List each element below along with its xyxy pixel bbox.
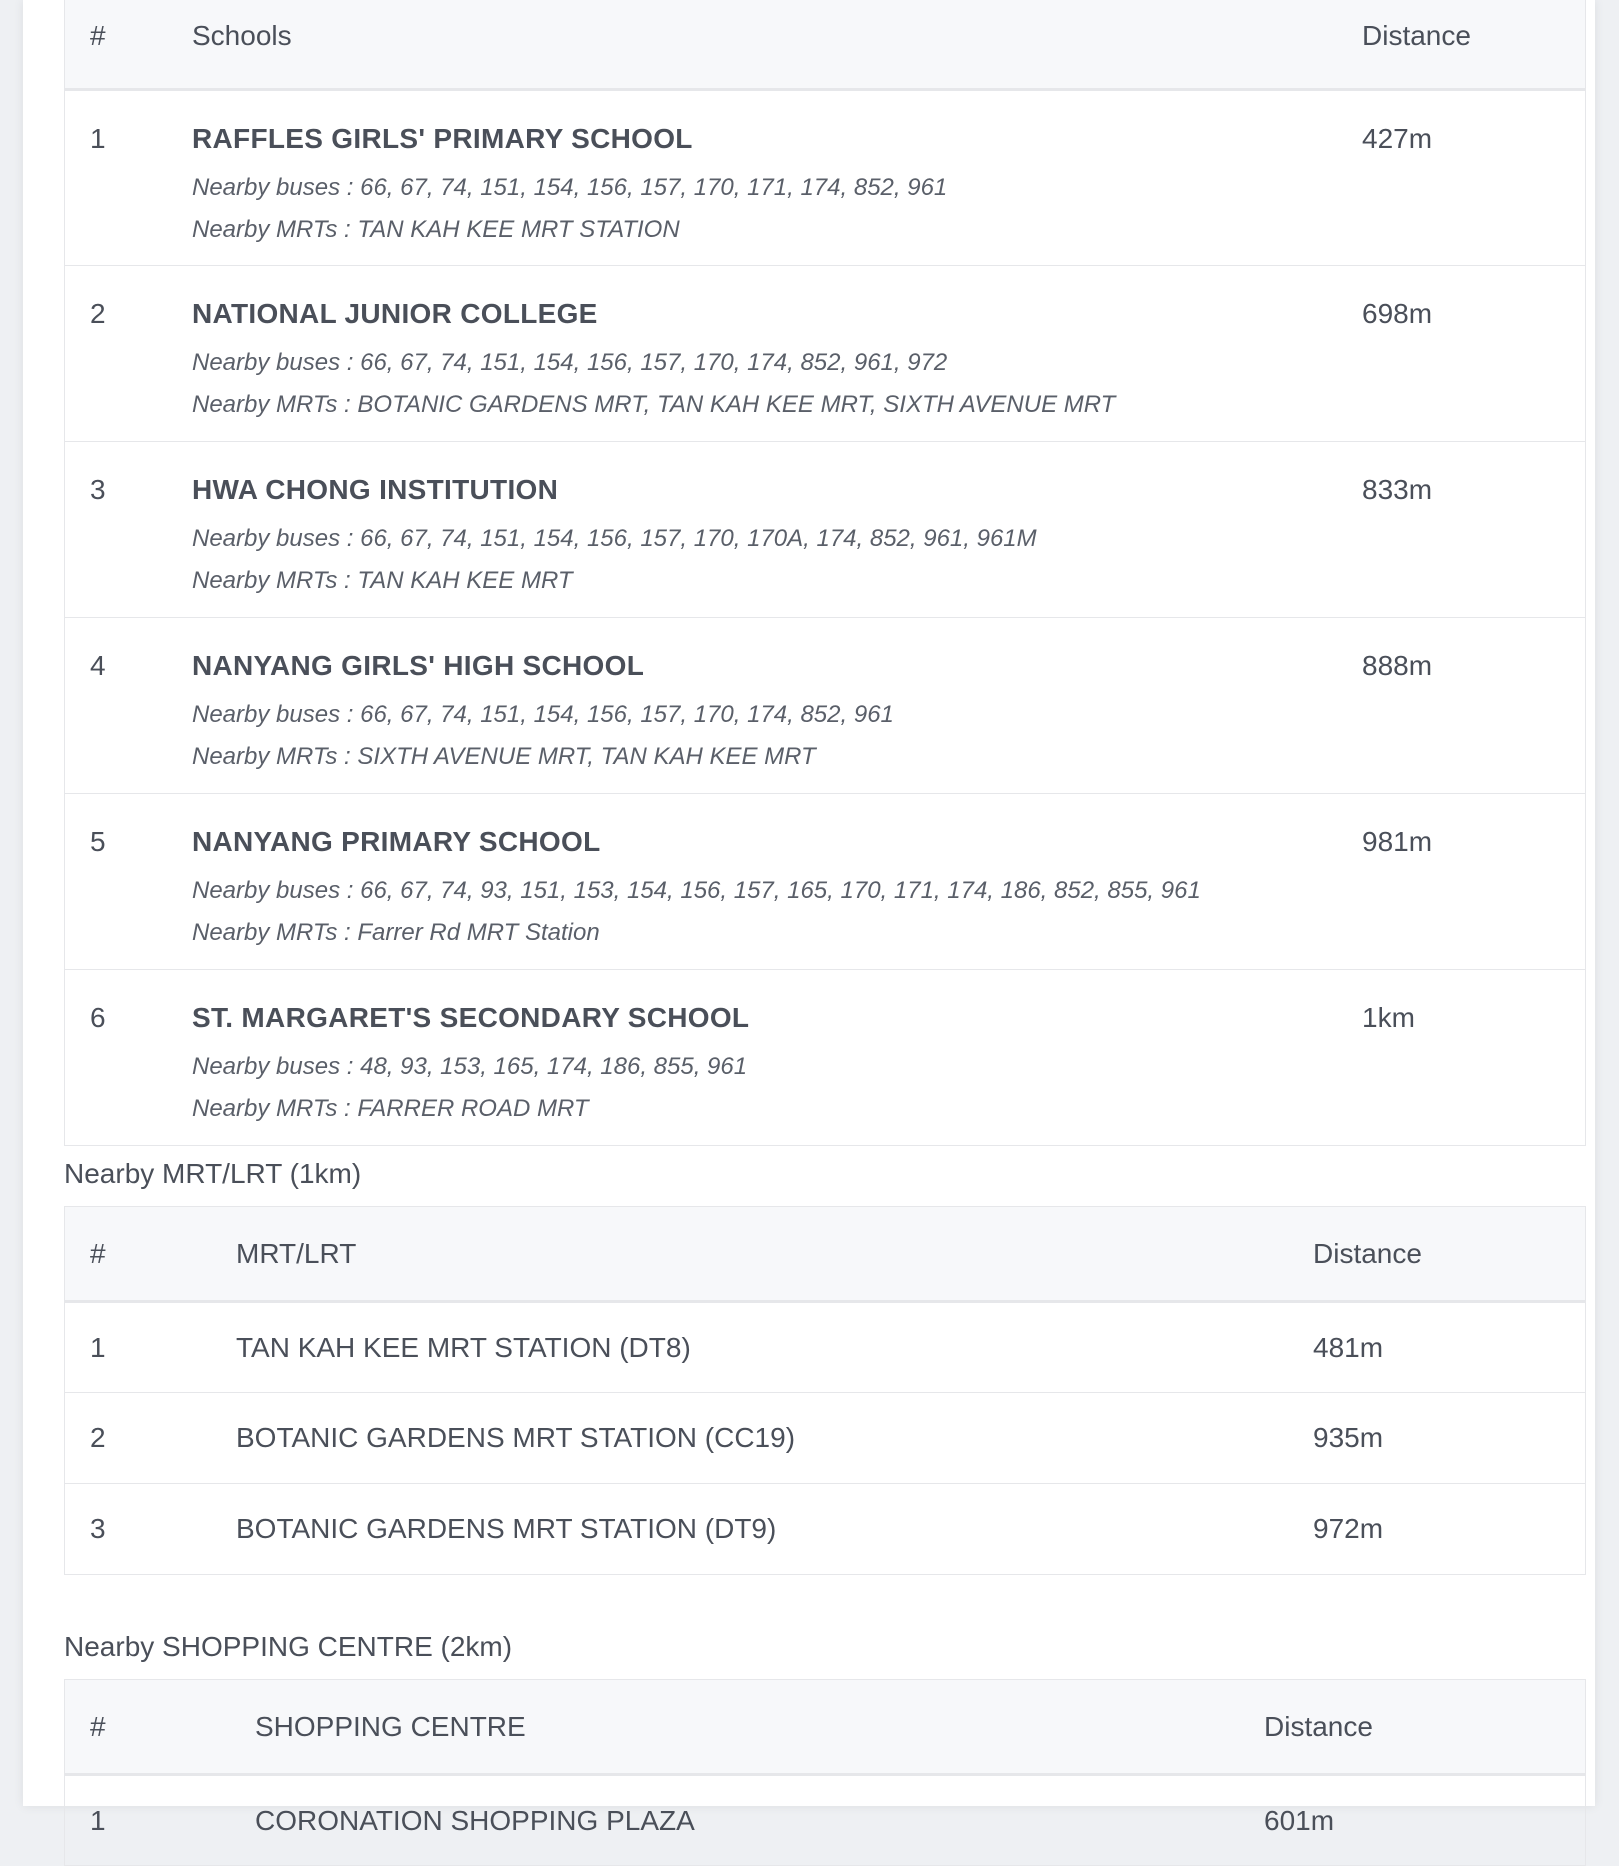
mrts-list: FARRER ROAD MRT [357,1095,589,1122]
school-details [191,90,1361,266]
school-mrts [192,209,1360,251]
school-distance: 698m [1361,266,1586,442]
mrt-header-row [65,1207,1586,1302]
buses-list: 66, 67, 74, 151, 154, 156, 157, 170, 170A, 174, 852, 961, 961M [360,525,1037,552]
school-index: 4 [65,618,192,794]
school-details [191,266,1361,442]
school-mrts [192,1088,1360,1130]
mrts-label: Nearby MRTs : [192,216,351,243]
school-distance: 833m [1361,442,1586,618]
school-mrts [192,736,1360,778]
buses-list: 66, 67, 74, 93, 151, 153, 154, 156, 157, 165, 170, 171, 174, 186, 852, 855, 961 [360,877,1201,904]
school-buses [192,1046,1360,1088]
schools-header-name: Schools [191,0,1361,90]
shopping-section-title: Nearby SHOPPING CENTRE (2km) [64,1631,513,1662]
buses-list: 66, 67, 74, 151, 154, 156, 157, 170, 171, 174, 852, 961 [360,174,948,201]
school-mrts [192,560,1360,602]
school-name: RAFFLES GIRLS' PRIMARY SCHOOL [192,123,693,154]
school-details [191,970,1361,1146]
school-distance: 888m [1361,618,1586,794]
mrt-row-name: BOTANIC GARDENS MRT STATION (CC19) [235,1393,1312,1484]
mrt-table [64,1206,1586,1575]
school-buses [192,694,1360,736]
buses-list: 66, 67, 74, 151, 154, 156, 157, 170, 174, 852, 961, 972 [360,349,948,376]
school-index: 6 [65,970,192,1146]
school-buses [192,342,1360,384]
mrt-row-distance: 481m [1312,1302,1586,1393]
school-buses [192,167,1360,209]
mrts-list: TAN KAH KEE MRT [357,567,573,594]
section-spacer [64,1575,1554,1619]
buses-label: Nearby buses : [192,349,354,376]
mrts-list: Farrer Rd MRT Station [357,919,600,946]
schools-header-distance: Distance [1361,0,1586,90]
mrts-list: SIXTH AVENUE MRT, TAN KAH KEE MRT [357,743,816,770]
school-buses [192,518,1360,560]
school-index: 2 [65,266,192,442]
mrt-row-name: TAN KAH KEE MRT STATION (DT8) [235,1302,1312,1393]
shopping-header-index: # [65,1680,255,1775]
mrt-row-distance: 972m [1312,1484,1586,1575]
table-row [65,1393,1586,1484]
schools-table [64,0,1586,1146]
mrts-label: Nearby MRTs : [192,567,351,594]
schools-header-row [65,0,1586,90]
shopping-table [64,1679,1586,1866]
school-distance: 427m [1361,90,1586,266]
mrt-row-index: 3 [65,1484,236,1575]
table-row [65,266,1586,442]
school-index: 1 [65,90,192,266]
mrts-label: Nearby MRTs : [192,743,351,770]
table-row [65,618,1586,794]
mrts-label: Nearby MRTs : [192,919,351,946]
buses-list: 48, 93, 153, 165, 174, 186, 855, 961 [360,1053,748,1080]
school-name: HWA CHONG INSTITUTION [192,474,559,505]
buses-label: Nearby buses : [192,701,354,728]
school-index: 3 [65,442,192,618]
mrts-label: Nearby MRTs : [192,1095,351,1122]
mrt-header-distance: Distance [1312,1207,1586,1302]
buses-label: Nearby buses : [192,877,354,904]
table-row [65,1775,1586,1866]
school-distance: 981m [1361,794,1586,970]
school-index: 5 [65,794,192,970]
school-name: NANYANG GIRLS' HIGH SCHOOL [192,650,645,681]
mrt-row-distance: 935m [1312,1393,1586,1484]
school-details [191,618,1361,794]
shopping-row-index: 1 [65,1775,255,1866]
shopping-row-name: CORONATION SHOPPING PLAZA [254,1775,1263,1866]
buses-label: Nearby buses : [192,525,354,552]
shopping-row-distance: 601m [1263,1775,1586,1866]
school-name: NATIONAL JUNIOR COLLEGE [192,298,598,329]
table-row [65,794,1586,970]
shopping-header-distance: Distance [1263,1680,1586,1775]
school-mrts [192,912,1360,954]
table-row [65,1484,1586,1575]
schools-header-index: # [65,0,192,90]
buses-list: 66, 67, 74, 151, 154, 156, 157, 170, 174, 852, 961 [360,701,894,728]
school-mrts [192,384,1360,426]
nearby-amenities [64,0,1554,1866]
table-row [65,970,1586,1146]
mrt-header-name: MRT/LRT [235,1207,1312,1302]
mrt-row-name: BOTANIC GARDENS MRT STATION (DT9) [235,1484,1312,1575]
table-row [65,90,1586,266]
school-name: NANYANG PRIMARY SCHOOL [192,826,601,857]
mrt-row-index: 1 [65,1302,236,1393]
mrts-list: TAN KAH KEE MRT STATION [357,216,680,243]
mrt-row-index: 2 [65,1393,236,1484]
school-details [191,442,1361,618]
shopping-header-name: SHOPPING CENTRE [254,1680,1263,1775]
buses-label: Nearby buses : [192,1053,354,1080]
school-buses [192,870,1360,912]
mrts-list: BOTANIC GARDENS MRT, TAN KAH KEE MRT, SIXTH AVENUE MRT [357,391,1116,418]
mrts-label: Nearby MRTs : [192,391,351,418]
shopping-header-row [65,1680,1586,1775]
buses-label: Nearby buses : [192,174,354,201]
school-name: ST. MARGARET'S SECONDARY SCHOOL [192,1002,750,1033]
table-row [65,442,1586,618]
mrt-section-title: Nearby MRT/LRT (1km) [64,1158,362,1189]
school-details [191,794,1361,970]
table-row [65,1302,1586,1393]
mrt-header-index: # [65,1207,236,1302]
school-distance: 1km [1361,970,1586,1146]
content-card [23,0,1595,1836]
